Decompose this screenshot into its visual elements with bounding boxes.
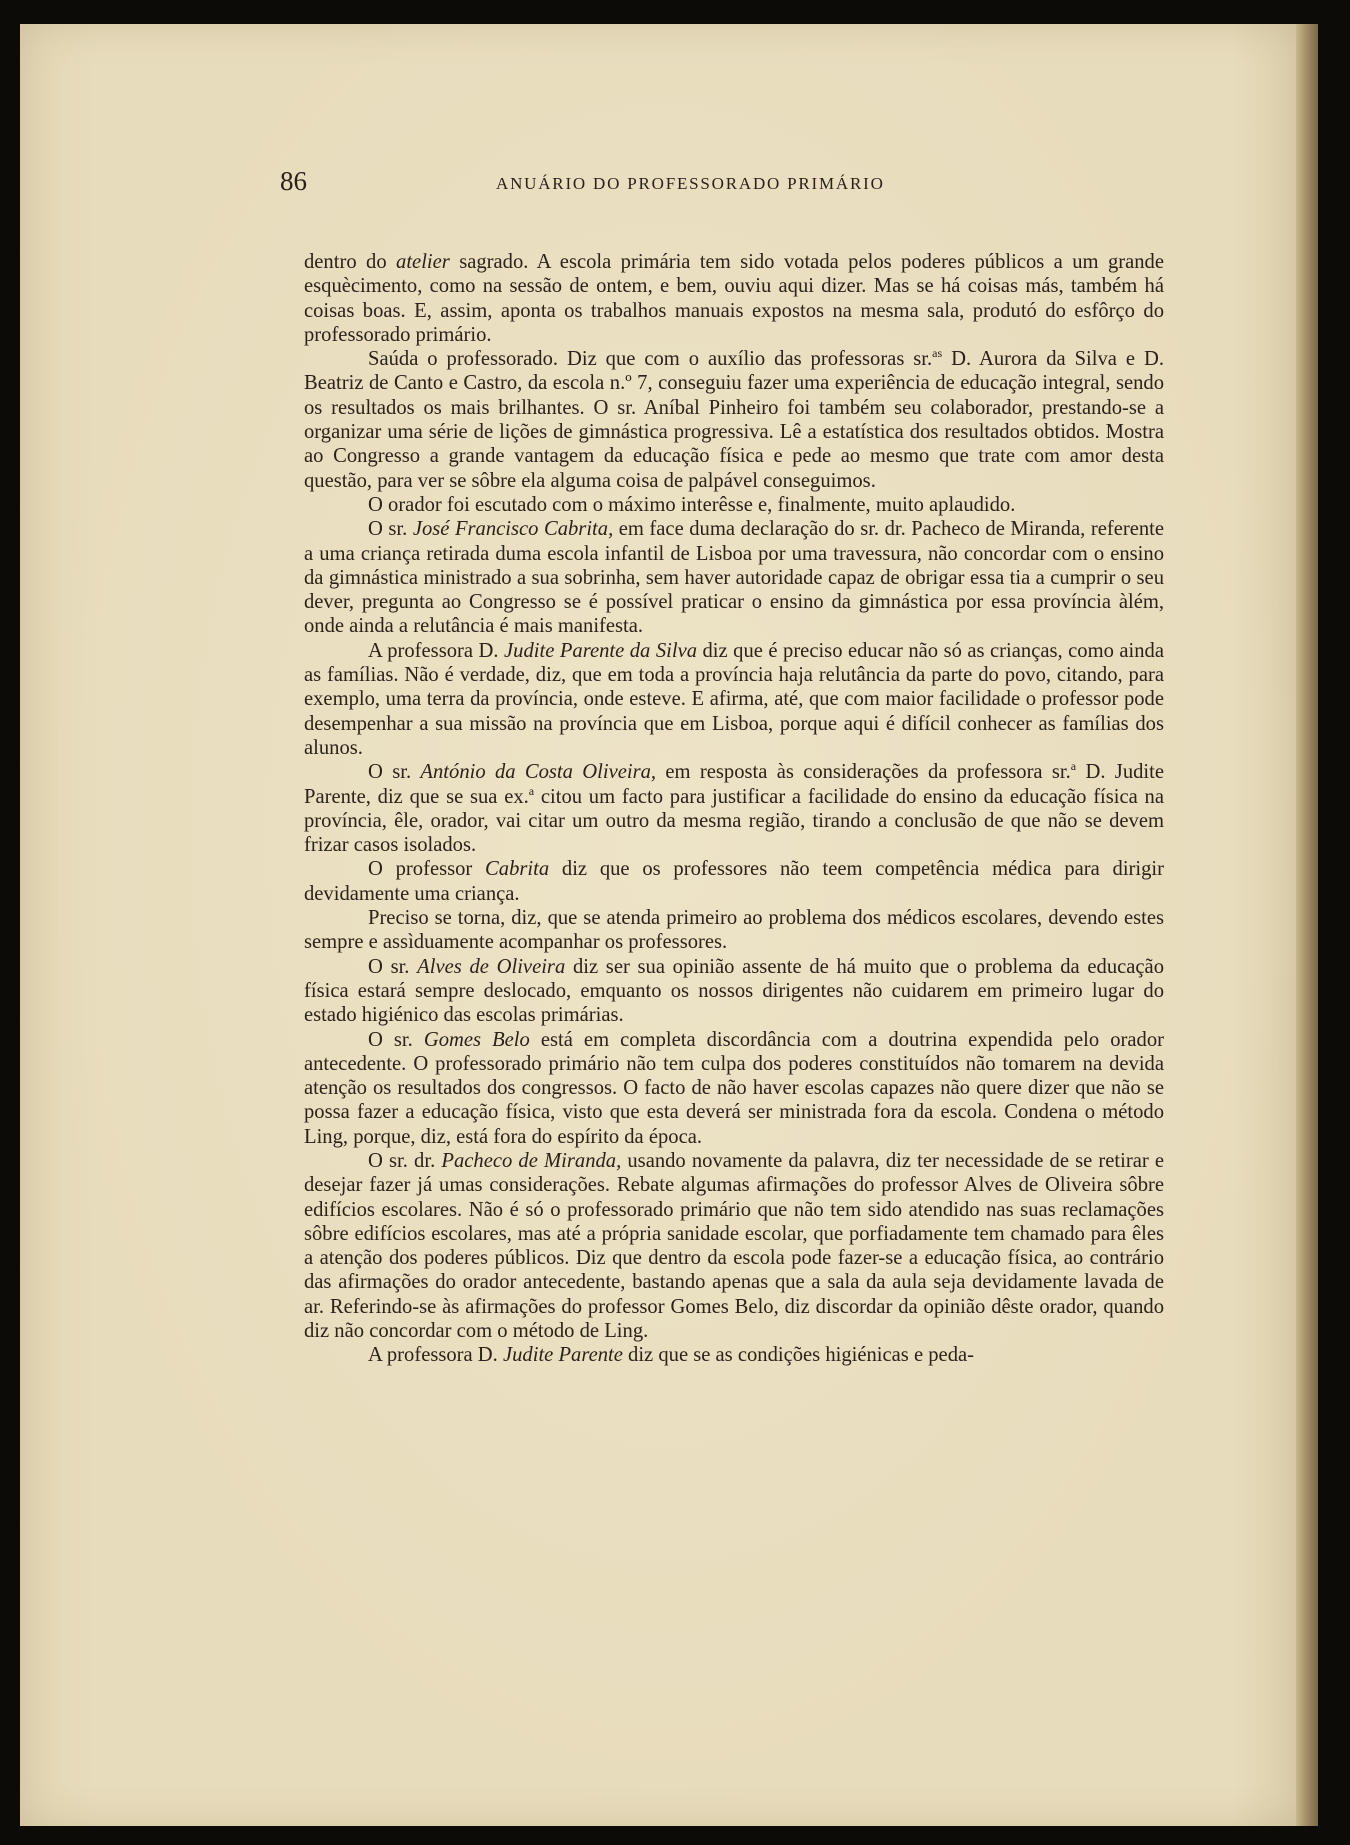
text-run: O sr. [368,761,421,784]
paragraph [304,639,1164,760]
italic-name: Alves de Oliveira [417,955,566,978]
superscript: a [528,783,535,798]
text-run: sagrado. A escola primária tem sido votada pelos poderes públicos a um grande esquècimento, como na sessão de ontem, e bem, ouviu aqui dizer. Mas se há coisas más, também há coisas boas. E, assim, aponta os trabalhos manuais expostos na mesma sala, produtó do esfôrço do professorado primário. [304,251,1164,346]
italic-name: Cabrita [485,858,550,881]
paragraph [304,1343,1164,1367]
body-text [304,250,1164,1368]
superscript: a [1070,759,1077,774]
text-run: O sr. [368,1028,424,1051]
paragraph [304,347,1164,493]
paragraph [304,857,1164,906]
text-run: em face duma declaração do sr. dr. Pacheco de Miranda, referente a uma criança retirada duma escola infantil de Lisboa por uma travessura, não concordar com o ensino da gimnástica ministrado a sua sobrinha, sem haver autoridade capaz de obrigar essa tia a cumprir o seu dever, pregunta ao Congresso se é possível praticar o ensino da gimnástica por essa província àlém, onde ainda a relutância é mais manifesta. [304,518,1164,638]
text-run: citou um facto para justificar a facilidade do ensino da educação física na província, êle, orador, vai citar um outro da mesma região, tirando a conclusão de que não se devem frizar casos isolados. [304,785,1164,857]
book-spine-edge [1296,24,1318,1826]
text-run: diz ser sua opinião assente de há muito que o problema da educação física estará sempre deslocado, emquanto os nossos dirigentes não cuidarem em primeiro lugar do estado higiénico das escolas primárias. [304,955,1164,1027]
italic-name: Gomes Belo [423,1028,530,1051]
paragraph [304,493,1164,517]
italic-name: Judite Parente da Silva [504,639,698,662]
text-run: O sr. [368,955,418,978]
paragraph [304,517,1164,638]
paragraph [304,1149,1164,1343]
text-run: diz que é preciso educar não só as crianças, como ainda as famílias. Não é verdade, diz, que em toda a província haja relutância da parte do povo, citando, para exemplo, uma terra da província, onde esteve. E afirma, até, que com maior facilidade o professor pode desempenhar a sua missão na província que em Lisboa, porque aqui é difícil conhecer as famílias dos alunos. [304,639,1164,759]
text-run: A professora D. [368,639,505,662]
paragraph [304,906,1164,955]
superscript: as [932,346,943,361]
running-title: ANUÁRIO DO PROFESSORADO PRIMÁRIO [496,174,885,193]
italic-name: Judite Parente [502,1344,623,1367]
paragraph [304,1028,1164,1149]
italic-name: António da Costa Oliveira, [420,761,657,784]
text-run: O sr. dr. [368,1149,442,1172]
text-run: está em completa discordância com a doutrina expendida pelo orador antecedente. O professorado primário não tem culpa dos poderes constituídos não tomarem na devida atenção os resultados dos congressos. O facto de não haver escolas capazes não quere dizer que não se possa fazer a educação física, visto que esta deverá ser ministrada fora da escola. Condena o método Ling, porque, diz, está fora do espírito da época. [304,1028,1164,1148]
paragraph [304,250,1164,347]
paragraph [304,760,1164,857]
page-number: 86 [280,166,307,196]
italic-name: José Francisco Cabrita, [412,518,614,541]
text-run: Preciso se torna, diz, que se atenda primeiro ao problema dos médicos escolares, devendo estes sempre e assìduamente acompanhar os professores. [304,907,1164,954]
text-run: O orador foi escutado com o máximo interêsse e, finalmente, muito aplaudido. [368,493,1016,516]
text-run: Saúda o professorado. Diz que com o auxílio das professoras sr. [368,348,933,371]
text-run: D. Aurora da Silva e D. Beatriz de Canto e Castro, da escola n.º 7, conseguiu fazer uma experiência de educação integral, sendo os resultados os mais brilhantes. O sr. Aníbal Pinheiro foi também seu colaborador, prestando-se a organizar uma série de lições de gimnástica progressiva. Lê a estatística dos resultados obtidos. Mostra ao Congresso a grande vantagem da educação física e pede ao mesmo que trate com amor desta questão, para ver se sôbre ela alguma coisa de palpável conseguimos. [304,348,1164,492]
text-run: O professor [368,858,486,881]
text-run: O sr. [368,518,413,541]
text-run: diz que se as condições higiénicas e peda- [622,1344,974,1367]
italic-name: atelier [396,251,450,273]
text-run: diz que os professores não teem competência médica para dirigir devidamente uma criança. [304,858,1164,905]
paragraph [304,955,1164,1028]
text-run: dentro do [304,251,397,273]
text-run: D. Judite Parente, diz que se sua ex. [304,761,1165,808]
text-run: A professora D. [368,1344,503,1367]
text-run: usando novamente da palavra, diz ter necessidade de se retirar e desejar fazer já umas considerações. Rebate algumas afirmações do professor Alves de Oliveira sôbre edifícios escolares. Não é só o professorado primário que não tem sido atendido nas suas reclamações sôbre edifícios escolares, mas até a própria sanidade escolar, que porfiadamente tem chamado para êles a atenção dos poderes públicos. Diz que dentro da escola pode fazer-se a educação física, ao contrário das afirmações do orador antecedente, bastando apenas que a sala da aula seja devidamente lavada de ar. Referindo-se às afirmações do professor Gomes Belo, diz discordar da opinião dêste orador, quando diz não concordar com o método de Ling. [304,1149,1164,1343]
text-run: em resposta às considerações da professora sr. [656,761,1071,784]
italic-name: Pacheco de Miranda, [441,1149,622,1172]
